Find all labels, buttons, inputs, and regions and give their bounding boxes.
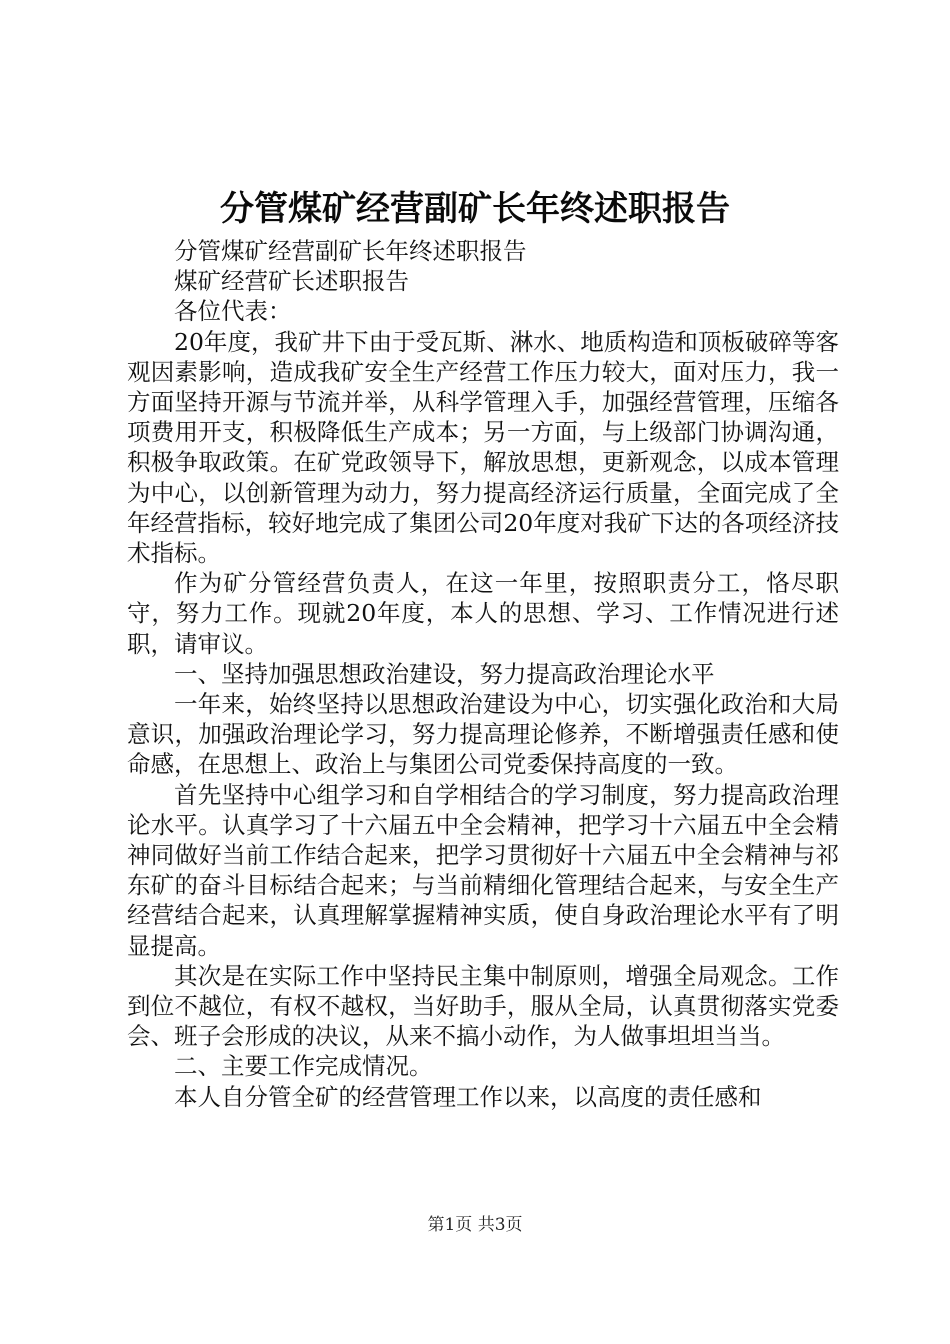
section-heading-1: 一、坚持加强思想政治建设，努力提高政治理论水平 bbox=[174, 659, 715, 688]
paragraph-political: 一年来，始终坚持以思想政治建设为中心，切实强化政治和大局意识，加强政治理论学习，努力提高理论修养，不断增强责任感和使命感，在思想上、政治上与集团公司党委保持高度的一致。 bbox=[127, 690, 839, 779]
paragraph-study: 首先坚持中心组学习和自学相结合的学习制度，努力提高政治理论水平。认真学习了十六届五中全会精神，把学习十六届五中全会精神同做好当前工作结合起来，把学习贯彻好十六届五中全会精神与祁东矿的奋斗目标结合起来；与当前精细化管理结合起来，与安全生产经营结合起来，认真理解掌握精神实质，使自身政治理论水平有了明显提高。 bbox=[127, 780, 839, 960]
paragraph-salutation: 各位代表： bbox=[174, 297, 292, 326]
document-title: 分管煤矿经营副矿长年终述职报告 bbox=[220, 189, 730, 229]
section-heading-2: 二、主要工作完成情况。 bbox=[174, 1052, 433, 1081]
paragraph-democracy: 其次是在实际工作中坚持民主集中制原则，增强全局观念。工作到位不越位，有权不越权，当好助手，服从全局，认真贯彻落实党委会、班子会形成的决议，从来不搞小动作，为人做事坦坦当当。 bbox=[127, 961, 839, 1051]
paragraph-role: 作为矿分管经营负责人，在这一年里，按照职责分工，恪尽职守，努力工作。现就20年度，本人的思想、学习、工作情况进行述职，请审议。 bbox=[127, 569, 839, 658]
paragraph-subtitle: 分管煤矿经营副矿长年终述职报告 bbox=[174, 237, 527, 265]
page-number: 第1页 共3页 bbox=[427, 1215, 523, 1235]
document-body bbox=[127, 236, 839, 1112]
paragraph-work: 本人自分管全矿的经营管理工作以来，以高度的责任感和 bbox=[174, 1082, 762, 1111]
paragraph-subtitle-alt: 煤矿经营矿长述职报告 bbox=[174, 267, 409, 296]
paragraph-intro: 20年度，我矿井下由于受瓦斯、淋水、地质构造和顶板破碎等客观因素影响，造成我矿安全生产经营工作压力较大，面对压力，我一方面坚持开源与节流并举，从科学管理入手，加强经营管理，压缩各项费用开支，积极降低生产成本；另一方面，与上级部门协调沟通，积极争取政策。在矿党政领导下，解放思想，更新观念，以成本管理为中心，以创新管理为动力，努力提高经济运行质量，全面完成了全年经营指标，较好地完成了集团公司20年度对我矿下达的各项经济技术指标。 bbox=[127, 327, 839, 568]
